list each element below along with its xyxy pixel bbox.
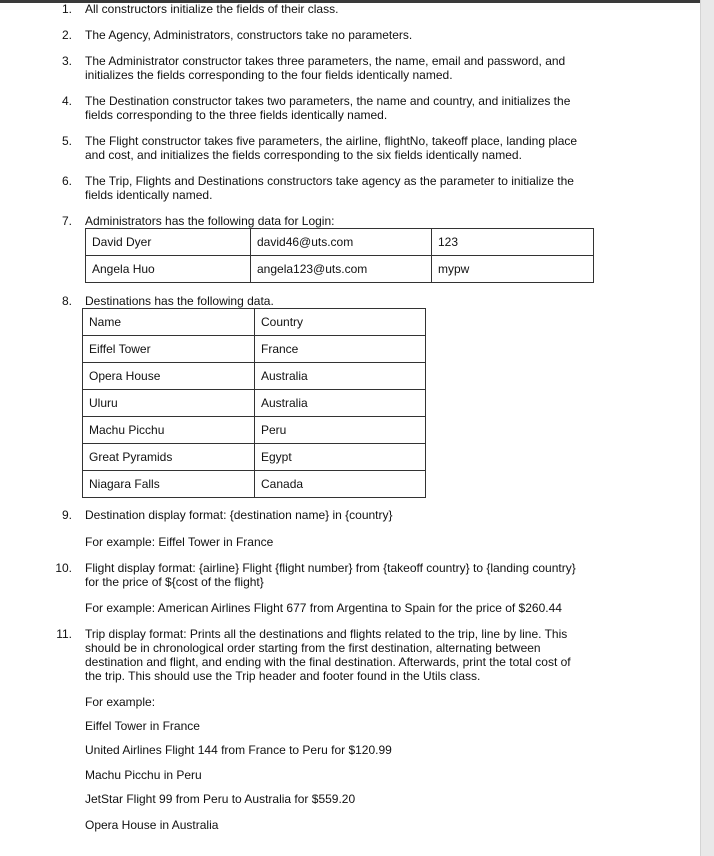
- table-cell: Uluru: [83, 390, 255, 417]
- trip-example-line: United Airlines Flight 144 from France to Peru for $120.99: [85, 743, 392, 757]
- item-3-text: The Administrator constructor takes three parameters, the name, email and password, and initializes the fields corresponding to the four fields identically named.: [85, 54, 566, 82]
- trip-example-line: JetStar Flight 99 from Peru to Australia for $559.20: [85, 792, 356, 806]
- table-cell: Eiffel Tower: [83, 336, 255, 363]
- table-header-cell: Name: [83, 309, 255, 336]
- item-6-number: 6.: [61, 174, 72, 188]
- table-cell: mypw: [432, 256, 594, 283]
- item-10-example: For example: American Airlines Flight 677 from Argentina to Spain for the price of $260.44: [85, 601, 562, 615]
- table-cell: Australia: [255, 363, 426, 390]
- login-table: [85, 228, 594, 283]
- table-row: [83, 336, 426, 363]
- item-7-text: Administrators has the following data for Login:: [85, 214, 335, 228]
- table-cell: Niagara Falls: [83, 471, 255, 498]
- item-6-text: The Trip, Flights and Destinations constructors take agency as the parameter to initialize the fields identically named.: [85, 174, 574, 202]
- item-10-text: Flight display format: {airline} Flight {flight number} from {takeoff country} to {landing country} for the price of ${cost of the flight}: [85, 561, 576, 589]
- table-cell: david46@uts.com: [251, 229, 432, 256]
- table-cell: Egypt: [255, 444, 426, 471]
- item-10-number: 10.: [55, 561, 72, 575]
- table-header-cell: Country: [255, 309, 426, 336]
- table-row: [83, 309, 426, 336]
- item-7-number: 7.: [61, 214, 72, 228]
- table-cell: David Dyer: [86, 229, 251, 256]
- table-cell: France: [255, 336, 426, 363]
- table-cell: 123: [432, 229, 594, 256]
- item-11-number: 11.: [56, 627, 72, 641]
- item-9-text: Destination display format: {destination name} in {country}: [85, 508, 393, 522]
- item-2-number: 2.: [61, 28, 72, 42]
- table-row: [83, 417, 426, 444]
- item-9-number: 9.: [61, 508, 72, 522]
- item-5-number: 5.: [61, 134, 72, 148]
- table-cell: angela123@uts.com: [251, 256, 432, 283]
- table-cell: Canada: [255, 471, 426, 498]
- item-8-text: Destinations has the following data.: [85, 294, 274, 308]
- table-row: [86, 229, 594, 256]
- vertical-scrollbar[interactable]: [700, 0, 714, 856]
- table-row: [83, 390, 426, 417]
- table-cell: Great Pyramids: [83, 444, 255, 471]
- table-cell: Peru: [255, 417, 426, 444]
- table-row: [83, 444, 426, 471]
- table-cell: Opera House: [83, 363, 255, 390]
- table-cell: Machu Picchu: [83, 417, 255, 444]
- item-1-number: 1.: [61, 2, 72, 16]
- trip-example-line: Machu Picchu in Peru: [85, 768, 202, 782]
- item-4-number: 4.: [61, 94, 72, 108]
- item-1-text: All constructors initialize the fields of their class.: [85, 2, 339, 16]
- item-4-text: The Destination constructor takes two parameters, the name and country, and initializes the fields corresponding to the three fields identically named.: [85, 94, 571, 122]
- item-5-text: The Flight constructor takes five parameters, the airline, flightNo, takeoff place, landing place and cost, and initializes the fields corresponding to the six fields identically named.: [85, 134, 578, 162]
- item-8-number: 8.: [61, 294, 72, 308]
- item-9-example: For example: Eiffel Tower in France: [85, 535, 274, 549]
- table-row: [83, 471, 426, 498]
- table-cell: Angela Huo: [86, 256, 251, 283]
- table-row: [86, 256, 594, 283]
- item-3-number: 3.: [61, 54, 72, 68]
- trip-example-line: Opera House in Australia: [85, 818, 219, 832]
- trip-example-label: For example:: [85, 695, 156, 709]
- item-2-text: The Agency, Administrators, constructors take no parameters.: [85, 28, 413, 42]
- destinations-table: [82, 308, 426, 498]
- table-row: [83, 363, 426, 390]
- table-cell: Australia: [255, 390, 426, 417]
- item-11-text: Trip display format: Prints all the destinations and flights related to the trip, line by line. This should be in chronological order starting from the first destination, alternating between destination and flight, and ending with the final destination. Afterwards, print the total cost of the trip. This should use the Trip header and footer found in the Utils class.: [85, 627, 571, 683]
- trip-example-line: Eiffel Tower in France: [85, 719, 200, 733]
